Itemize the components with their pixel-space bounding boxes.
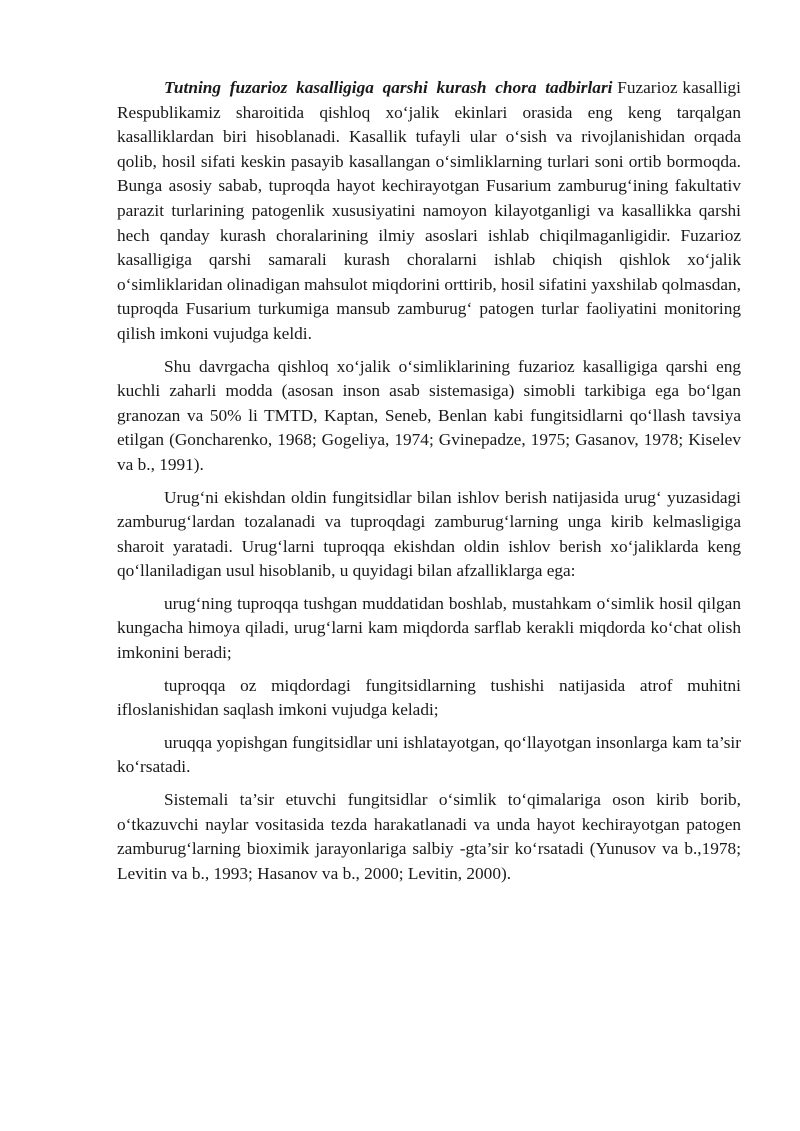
paragraph-fungicides-history: Shu davrgacha qishloq xo‘jalik o‘simliklarining fuzarioz kasalligiga qarshi eng kuchli zaharli modda (asosan inson asab sistemasiga) simobli tarkibiga ega bo‘lgan granozan va 50% li TMTD, Kaptan, Seneb, Benlan kabi fungitsidlarni qo‘llash tavsiya etilgan (Goncharenko, 1968; Gogeliya, 1974; Gvinepadze, 1975; Gasanov, 1978; Kiselev va b., 1991). — [117, 356, 741, 474]
paragraph-systemic-fungicides: Sistemali ta’sir etuvchi fungitsidlar o‘simlik to‘qimalariga oson kirib borib, o‘tkazuvchi naylar vositasida tezda harakatlanadi va unda hayot kechirayotgan patogen zamburug‘larning bioximik jarayonlariga salbiy -gta’sir ko‘rsatadi (Yunusov va b.,1978; Levitin va b., 1993; Hasanov va b., 2000; Levitin, 2000). — [117, 790, 741, 883]
list-item-advantage-3: uruqqa yopishgan fungitsidlar uni ishlatayotgan, qo‘llayotgan insonlarga kam ta’sir ko‘rsatadi. — [117, 732, 741, 777]
section-heading: Tutning fuzarioz kasalligiga qarshi kurash chora tadbirlari — [164, 78, 613, 97]
paragraph-seed-treatment: Urug‘ni ekishdan oldin fungitsidlar bilan ishlov berish natijasida urug‘ yuzasidagi zamburug‘lardan tozalanadi va tuproqdagi zamburug‘larning unga kirib kelmasligiga sharoit yaratadi. Urug‘larni tuproqqa ekishdan oldin ishlov berish xo‘jaliklarda keng qo‘llaniladigan usul hisoblanib, u quyidagi bilan afzalliklarga ega: — [117, 487, 741, 581]
paragraph-intro-text: Fuzarioz kasalligi Respublikamiz sharoitida qishloq xo‘jalik ekinlari orasida eng keng tarqalgan kasalliklardan biri hisoblanadi. Kasallik tufayli ular o‘sish va rivojlanishidan orqada qolib, hosil sifati keskin pasayib kasallangan o‘simliklarning turlari soni ortib bormoqda. Bunga asosiy sabab, tuproqda hayot kechirayotgan Fusarium zamburug‘ining fakultativ parazit turlarining patogenlik xususiyatini namoyon kilayotganligi va kasallikka qarshi hech qanday kurash choralarining ilmiy asoslari ishlab chiqilmaganligidir. Fuzarioz kasalligiga qarshi samarali kurash choralarni ishlab chiqish qishlok xo‘jalik o‘simliklaridan olinadigan mahsulot miqdorini orttirib, hosil sifatini yaxshilab qolmasdan, tuproqda Fusarium turkumiga mansub zamburug‘ patogen turlar faoliyatini monitoring qilish imkoni vujudga keldi. — [117, 78, 741, 343]
list-item-advantage-1: urug‘ning tuproqqa tushgan muddatidan boshlab, mustahkam o‘simlik hosil qilgan kungacha himoya qiladi, urug‘larni kam miqdorda sarflab kerakli miqdorda ko‘chat olish imkonini beradi; — [117, 593, 741, 663]
list-item-advantage-2: tuproqqa oz miqdordagi fungitsidlarning tushishi natijasida atrof muhitni ifloslanishidan saqlash imkoni vujudga keladi; — [117, 675, 741, 720]
paragraph-intro — [117, 76, 741, 347]
document-page — [117, 76, 741, 894]
